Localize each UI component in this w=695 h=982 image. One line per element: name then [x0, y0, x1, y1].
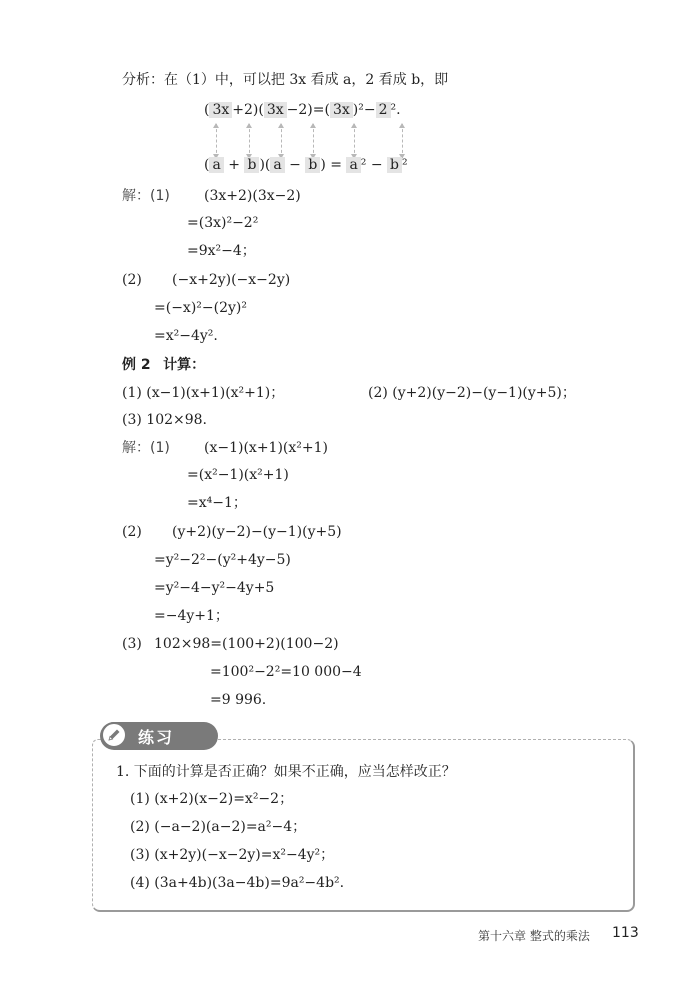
solution-label: (2): [122, 524, 142, 540]
mapped-part: )(: [259, 157, 271, 173]
mapped-part: −: [284, 157, 306, 173]
solution-line: (−x+2y)(−x−2y): [172, 272, 291, 288]
mapping-arrow: [249, 124, 251, 158]
formula-term-3x-1: 3x: [209, 102, 232, 118]
mapping-arrow: [402, 124, 404, 158]
example-heading: [122, 355, 205, 375]
solution-line: 102×98=(100+2)(100−2): [154, 636, 339, 652]
solution-line: (y+2)(y−2)−(y−1)(y+5): [172, 524, 342, 540]
solution-label: (3): [122, 636, 142, 652]
solution-label: 解：(1): [122, 440, 170, 456]
solution-label: (2): [122, 272, 142, 288]
practice-title: 练习: [138, 728, 175, 747]
formula-part: )²−: [352, 102, 376, 118]
mapped-term-b: b: [305, 157, 320, 173]
solution-line: =y²−4−y²−4y+5: [154, 580, 275, 596]
formula-term-3x-3: 3x: [330, 102, 353, 118]
practice-item: (4) (3a+4b)(3a−4b)=9a²−4b².: [130, 875, 345, 891]
mapping-arrow: [216, 124, 218, 158]
formula-part: ².: [390, 102, 401, 118]
mapped-term-b: b: [244, 157, 259, 173]
solution-line: =y²−2²−(y²+4y−5): [154, 552, 291, 568]
formula-part: −2)=(: [286, 102, 330, 118]
solution-line: (3x+2)(3x−2): [204, 188, 301, 204]
formula-part: (: [204, 102, 210, 118]
mapped-part: ²: [402, 157, 408, 173]
solution-line: =9 996.: [210, 692, 267, 708]
mapped-term-a: a: [209, 157, 223, 173]
practice-item: (2) (−a−2)(a−2)=a²−4；: [130, 819, 307, 835]
mapped-part: ) =: [320, 157, 347, 173]
formula-term-2: 2: [376, 102, 391, 118]
example-question: (1) (x−1)(x+1)(x²+1)；: [122, 385, 285, 401]
practice-item: (3) (x+2y)(−x−2y)=x²−4y²；: [130, 847, 335, 863]
solution-line: =(−x)²−(2y)²: [154, 300, 247, 316]
example-question: (2) (y+2)(y−2)−(y−1)(y+5)；: [368, 385, 576, 401]
solution-line: =9x²−4；: [187, 243, 256, 259]
example-title: 计算：: [163, 357, 206, 373]
solution-line: =x²−4y².: [154, 328, 218, 344]
pencil-icon: [101, 722, 127, 748]
analysis-text: 分析：在（1）中，可以把 3x 看成 a，2 看成 b，即: [122, 72, 449, 88]
mapped-formula: [204, 155, 408, 175]
mapped-part: +: [223, 157, 245, 173]
analysis-formula: [204, 100, 401, 120]
footer-chapter: 第十六章 整式的乘法: [478, 929, 590, 943]
solution-line: =100²−2²=10 000−4: [210, 664, 362, 680]
mapped-term-b: b: [387, 157, 402, 173]
practice-question: 1. 下面的计算是否正确？如果不正确，应当怎样改正？: [116, 764, 456, 780]
solution-line: =(3x)²−2²: [187, 215, 259, 231]
mapped-part: ² −: [360, 157, 388, 173]
example-question: (3) 102×98.: [122, 412, 207, 428]
solution-line: =−4y+1；: [154, 608, 229, 624]
mapping-arrow: [354, 124, 356, 158]
formula-term-3x-2: 3x: [264, 102, 287, 118]
solution-label: 解：(1): [122, 188, 170, 204]
mapped-term-a: a: [346, 157, 360, 173]
practice-item: (1) (x+2)(x−2)=x²−2；: [130, 791, 294, 807]
solution-line: =(x²−1)(x²+1): [187, 467, 289, 483]
solution-line: (x−1)(x+1)(x²+1): [204, 440, 328, 456]
mapped-part: (: [204, 157, 210, 173]
mapping-arrow: [281, 124, 283, 158]
page-number: 113: [612, 925, 639, 941]
example-label: 例 2: [122, 357, 151, 373]
formula-part: +2)(: [232, 102, 264, 118]
mapped-term-a: a: [270, 157, 284, 173]
mapping-arrow: [313, 124, 315, 158]
solution-line: =x⁴−1；: [187, 495, 247, 511]
